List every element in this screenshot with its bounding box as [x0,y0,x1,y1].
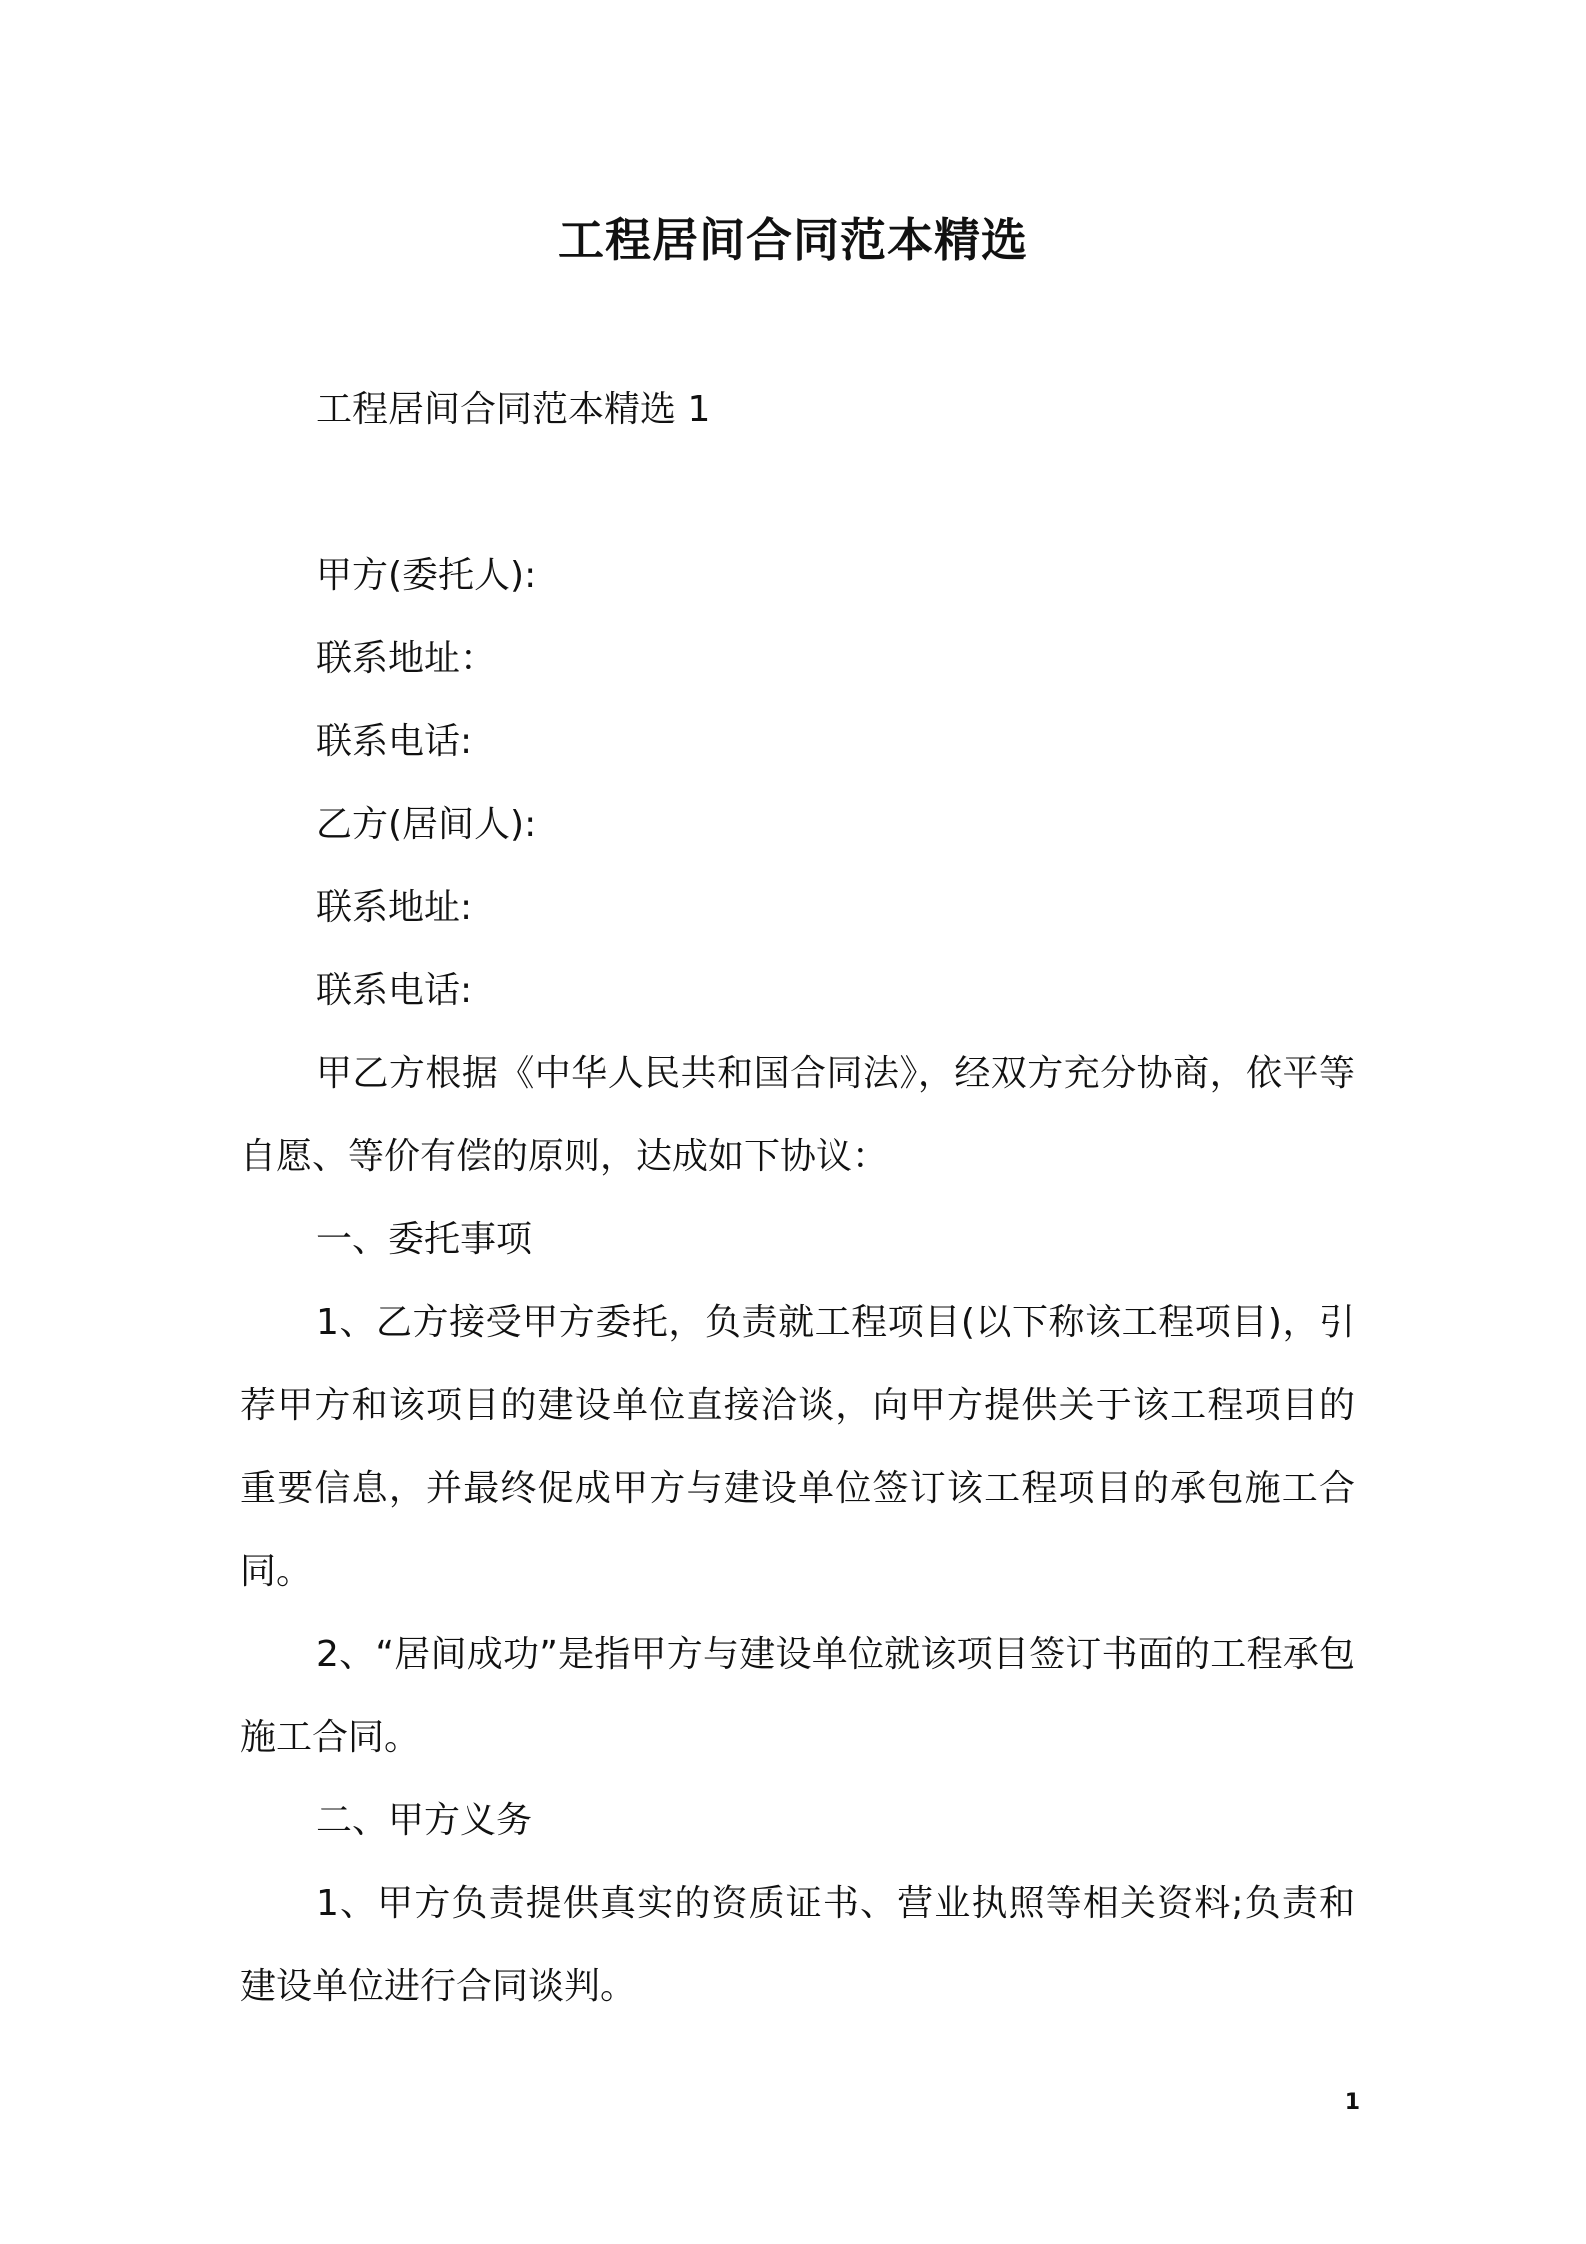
party-a-label: 甲方(委托人): [316,555,537,596]
clause-1-1: 1、乙方接受甲方委托，负责就工程项目(以下称该工程项目)，引荐甲方和该项目的建设单位直接洽谈，向甲方提供关于该工程项目的重要信息，并最终促成甲方与建设单位签订该工程项目的承包施工合同。 [240,1302,1355,1592]
section-heading-2: 二、甲方义务 [316,1800,533,1841]
section-heading-1: 一、委托事项 [316,1219,533,1260]
party-a-address: 联系地址： [316,638,497,679]
document-body [240,368,1355,2028]
page-number: 1 [1344,2090,1360,2115]
clause-2-1: 1、甲方负责提供真实的资质证书、营业执照等相关资料;负责和建设单位进行合同谈判。 [240,1883,1355,2007]
preamble-paragraph: 甲乙方根据《中华人民共和国合同法》，经双方充分协商，依平等自愿、等价有偿的原则，达成如下协议： [240,1053,1355,1177]
clause-1-2: 2、“居间成功”是指甲方与建设单位就该项目签订书面的工程承包施工合同。 [240,1634,1355,1758]
party-b-phone: 联系电话: [316,970,473,1011]
party-b-address: 联系地址: [316,887,473,928]
party-a-phone: 联系电话: [316,721,473,762]
section-subtitle: 工程居间合同范本精选 1 [316,389,711,430]
party-b-label: 乙方(居间人): [316,804,537,845]
document-title: 工程居间合同范本精选 [558,213,1028,267]
